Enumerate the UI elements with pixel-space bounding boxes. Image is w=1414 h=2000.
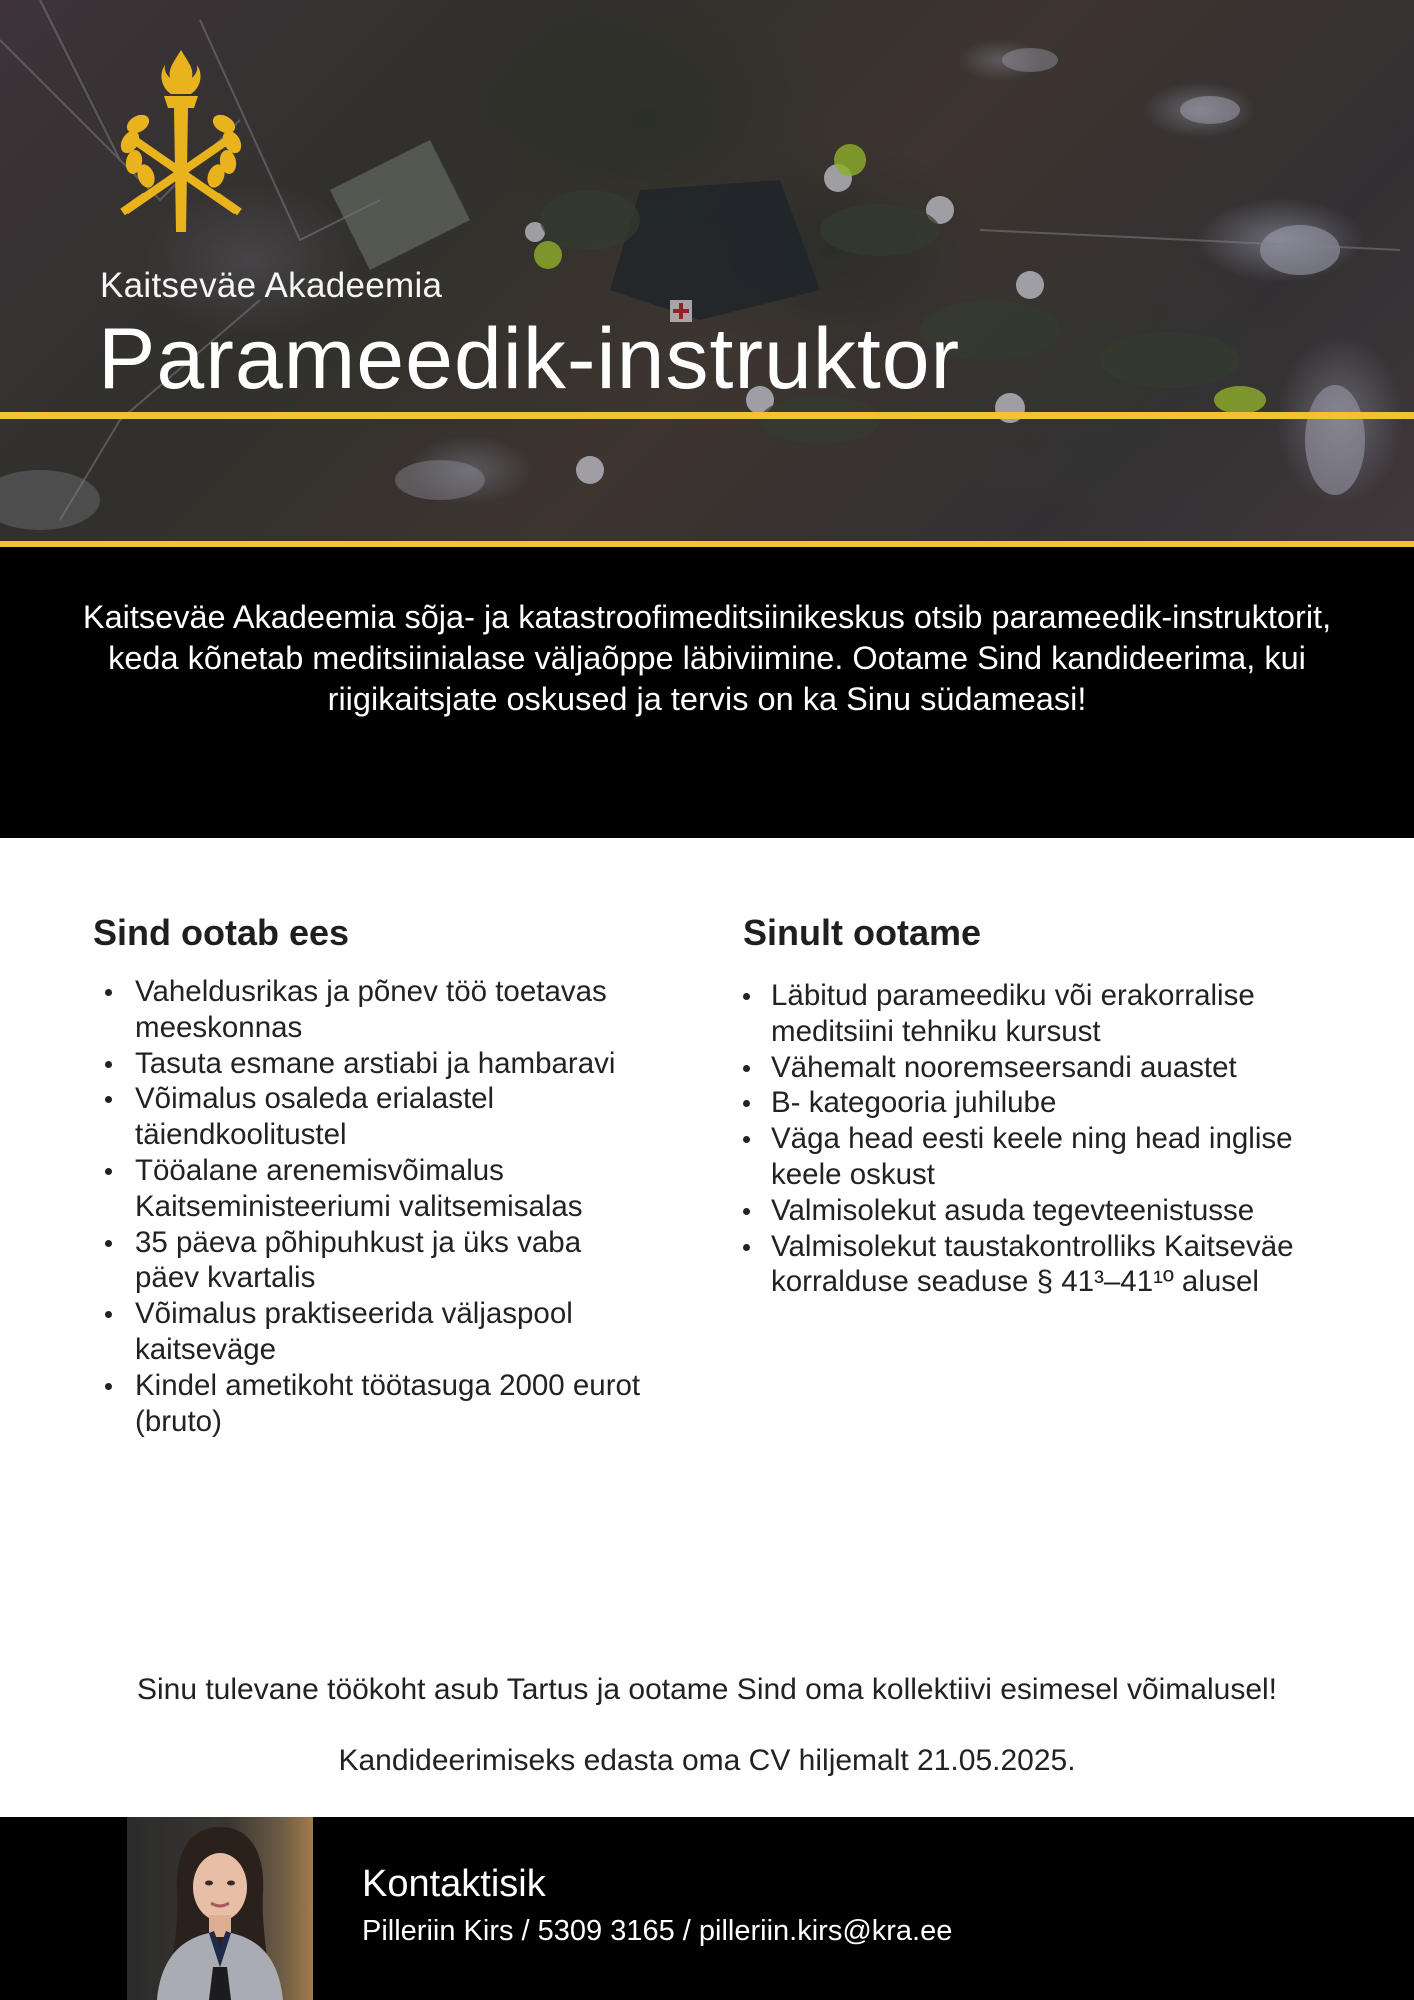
list-item: B- kategooria juhilube xyxy=(743,1085,1303,1121)
list-item: Võimalus praktiseerida väljaspool kaitseväge xyxy=(93,1296,653,1368)
list-item: Vaheldusrikas ja põnev töö toetavas meeskonnas xyxy=(93,974,653,1046)
intro-band xyxy=(0,547,1414,838)
hero-banner xyxy=(0,0,1414,542)
deadline-note: Kandideerimiseks edasta oma CV hiljemalt 21.05.2025. xyxy=(338,1744,1076,1777)
contact-footer xyxy=(0,1817,1414,2000)
location-note: Sinu tulevane töökoht asub Tartus ja ootame Sind oma kollektiivi esimesel võimalusel! xyxy=(136,1673,1278,1706)
requirements-list xyxy=(743,978,1303,1300)
offer-section xyxy=(93,912,653,1439)
list-item: Vähemalt nooremseersandi auastet xyxy=(743,1050,1303,1086)
requirements-section xyxy=(743,912,1303,1300)
accent-rule-top xyxy=(0,412,1414,419)
job-title: Parameedik-instruktor xyxy=(98,311,961,407)
offer-list xyxy=(93,974,653,1439)
list-item: Kindel ametikoht töötasuga 2000 eurot (bruto) xyxy=(93,1368,653,1440)
contact-portrait-photo xyxy=(127,1817,313,2000)
list-item: Valmisolekut asuda tegevteenistusse xyxy=(743,1193,1303,1229)
list-item: Tasuta esmane arstiabi ja hambaravi xyxy=(93,1046,653,1082)
list-item: Tööalane arenemisvõimalus Kaitseministeeriumi valitsemisalas xyxy=(93,1153,653,1225)
list-item: Võimalus osaleda erialastel täiendkoolitustel xyxy=(93,1081,653,1153)
offer-heading: Sind ootab ees xyxy=(93,912,350,953)
list-item: 35 päeva põhipuhkust ja üks vaba päev kvartalis xyxy=(93,1225,653,1297)
contact-heading: Kontaktisik xyxy=(362,1863,546,1905)
intro-text: Kaitseväe Akadeemia sõja- ja katastroofimeditsiinikeskus otsib parameedik-instruktorit, keda kõnetab meditsiinialase väljaõppe läbiviimine. Ootame Sind kandideerima, kui riigikaitsjate oskused ja tervis on ka Sinu südameasi! xyxy=(82,599,1332,717)
list-item: Valmisolekut taustakontrolliks Kaitseväe korralduse seaduse § 41³–41¹º alusel xyxy=(743,1229,1303,1301)
list-item: Väga head eesti keele ning head inglise keele oskust xyxy=(743,1121,1303,1193)
organization-name: Kaitseväe Akadeemia xyxy=(100,266,443,305)
contact-details: Pilleriin Kirs / 5309 3165 / pilleriin.kirs@kra.ee xyxy=(362,1915,953,1947)
list-item: Läbitud parameediku või erakorralise meditsiini tehniku kursust xyxy=(743,978,1303,1050)
torch-swords-emblem-icon xyxy=(116,50,246,240)
requirements-heading: Sinult ootame xyxy=(743,912,982,953)
